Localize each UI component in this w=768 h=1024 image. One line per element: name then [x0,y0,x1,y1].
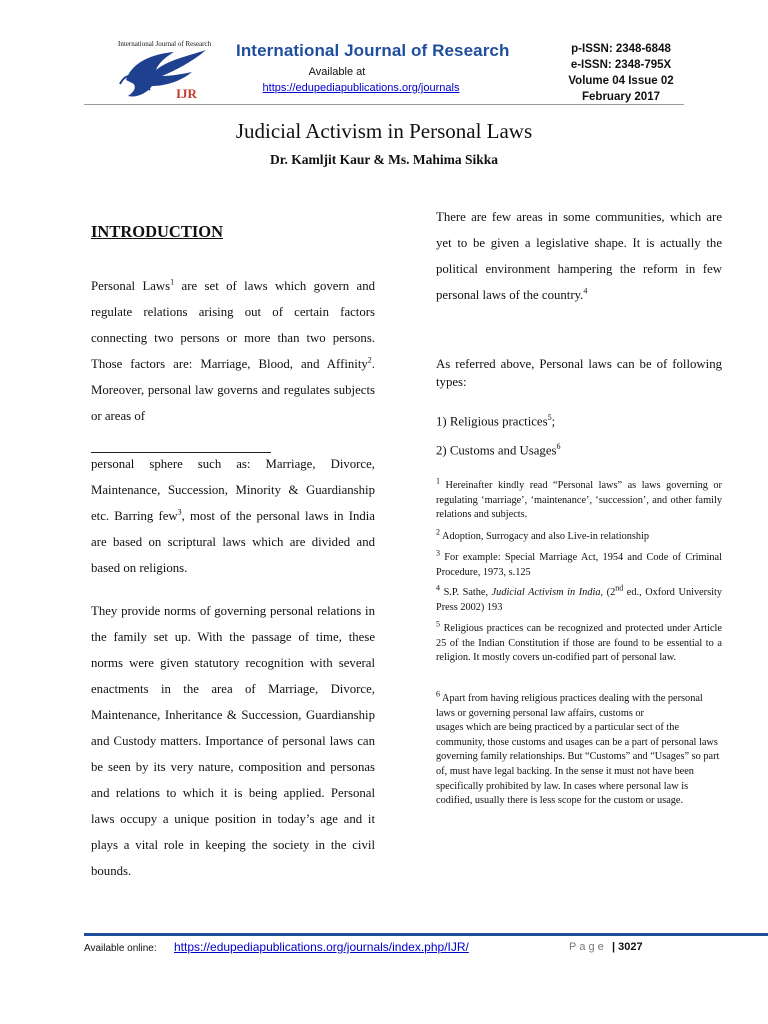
right-paragraph-2: As referred above, Personal laws can be of following types: [436,357,722,389]
header-divider [84,104,684,105]
footer-journal-link[interactable]: https://edupediapublications.org/journals/index.php/IJR/ [174,940,469,954]
footer-rule [84,933,768,936]
footnote-6: $^6$ Apart from having religious practices dealing with the personal laws or governing personal law affairs, customs or usages which are being practiced by a particular sect of the community, those customs and usages can be a part of personal laws governing family relationships. But “Customs” and “Usages” so part of, must have legal backing. In the sense it must not have been specifically prohibited by law. In cases where personal law is codified, usually there is less scope for the custom or usage. [436,689,720,807]
list-item-customs-usages: 2) Customs and Usages$^6$ [436,442,561,458]
footnote-3: $^3$ For example: Special Marriage Act, 1954 and Code of Criminal Procedure, 1973, s.125 [436,548,722,578]
e-issn: e-ISSN: 2348-795X [570,59,672,71]
volume-issue: Volume 04 Issue 02 [568,75,674,87]
issue-date: February 2017 [582,91,660,103]
left-paragraph-1: Personal Laws$^1$ are set of laws which govern and regulate relations arising out of certain factors connecting two persons or more than two persons. Those factors are: Marriage, Blood, and Affinity$^2$. Moreover, personal law governs and regulates subjects or areas of [91,277,375,423]
footnote-5: $^5$ Religious practices can be recognized and protected under Article 25 of the Indian Constitution if those are found to be essential to a religion. It mostly covers un-codified part of personal law. [436,619,722,664]
list-item-religious-practices: 1) Religious practices$^5$; [436,413,556,429]
authors: Dr. Kamljit Kaur & Ms. Mahima Sikka [269,152,498,167]
available-at-label: Available at [308,66,366,78]
left-paragraph-2: personal sphere such as: Marriage, Divorce, Maintenance, Succession, Minority & Guardianship etc. Barring few$^3$, most of the personal laws in India are based on scriptural laws which are divided and based on religions. [91,457,375,575]
journal-title: International Journal of Research [236,41,510,60]
footnote-2: $^2$ Adoption, Surrogacy and also Live-in relationship [436,527,650,542]
footer-page-label: Page [569,941,607,953]
right-paragraph-1: There are few areas in some communities, which are yet to be given a legislative shape. It is actually the political environment hampering the reform in few personal laws of the country.$^4$ [436,210,722,302]
left-paragraph-3: They provide norms of governing personal relations in the family set up. With the passage of time, these norms were given statutory recognition with several enactments in the area of Marriage, Divorce, Maintenance, Inheritance & Succession, Guardianship and Custody matters. Importance of personal laws can be seen by its very nature, composition and personas and relations to which it is being applied. Personal laws occupy a unique position in today’s age and it plays a vital role in keeping the society in the civil bounds. [91,604,375,878]
footnote-4: $^4$ S.P. Sathe, Judicial Activism in India, (2nd ed., Oxford University Press 2002) 193 [436,583,722,613]
logo-caption: International Journal of Research [118,40,212,48]
issn-block [556,41,686,105]
p-issn: p-ISSN: 2348-6848 [571,43,671,55]
footnote-1: $^1$ Hereinafter kindly read “Personal laws” as laws governing or regulating ‘marriage’, ‘maintenance’, ‘succession’, and other family relations and subjects. [436,476,722,521]
svg-text:IJR: IJR [176,86,197,101]
section-heading-introduction: INTRODUCTION [91,222,224,241]
footer-page-number: | 3027 [612,941,643,953]
journal-url-link[interactable]: https://edupediapublications.org/journals [262,82,460,94]
footer-available-online-label: Available online: [84,943,157,954]
paper-title: Judicial Activism in Personal Laws [235,119,533,143]
ijr-pegasus-logo-icon [112,40,212,106]
